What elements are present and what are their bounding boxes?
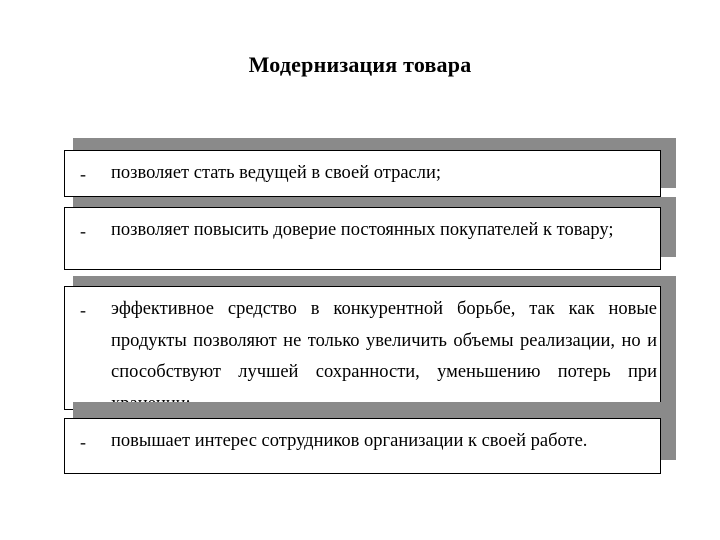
dash-marker: - [80, 221, 86, 241]
dash-marker: - [80, 300, 86, 320]
slide-title: Модернизация товара [248, 52, 472, 77]
list-item [64, 286, 661, 410]
list-item [64, 207, 661, 270]
dash-marker: - [80, 164, 86, 184]
list-item [64, 418, 661, 474]
list-item-text: позволяет стать ведущей в своей отрасли; [111, 163, 442, 183]
list-item-text: эффективное средство в конкурентной борьбе, так как новые продукты позволяют не только увеличить объемы реализации, но и способствуют лучшей сохранности, уменьшению потерь при [111, 299, 657, 382]
list-item [64, 150, 661, 197]
list-item-text: позволяет повысить доверие постоянных покупателей к товару; [111, 220, 614, 240]
dash-marker: - [80, 432, 86, 452]
list-item-text: повышает интерес сотрудников организации к своей работе. [111, 431, 588, 451]
